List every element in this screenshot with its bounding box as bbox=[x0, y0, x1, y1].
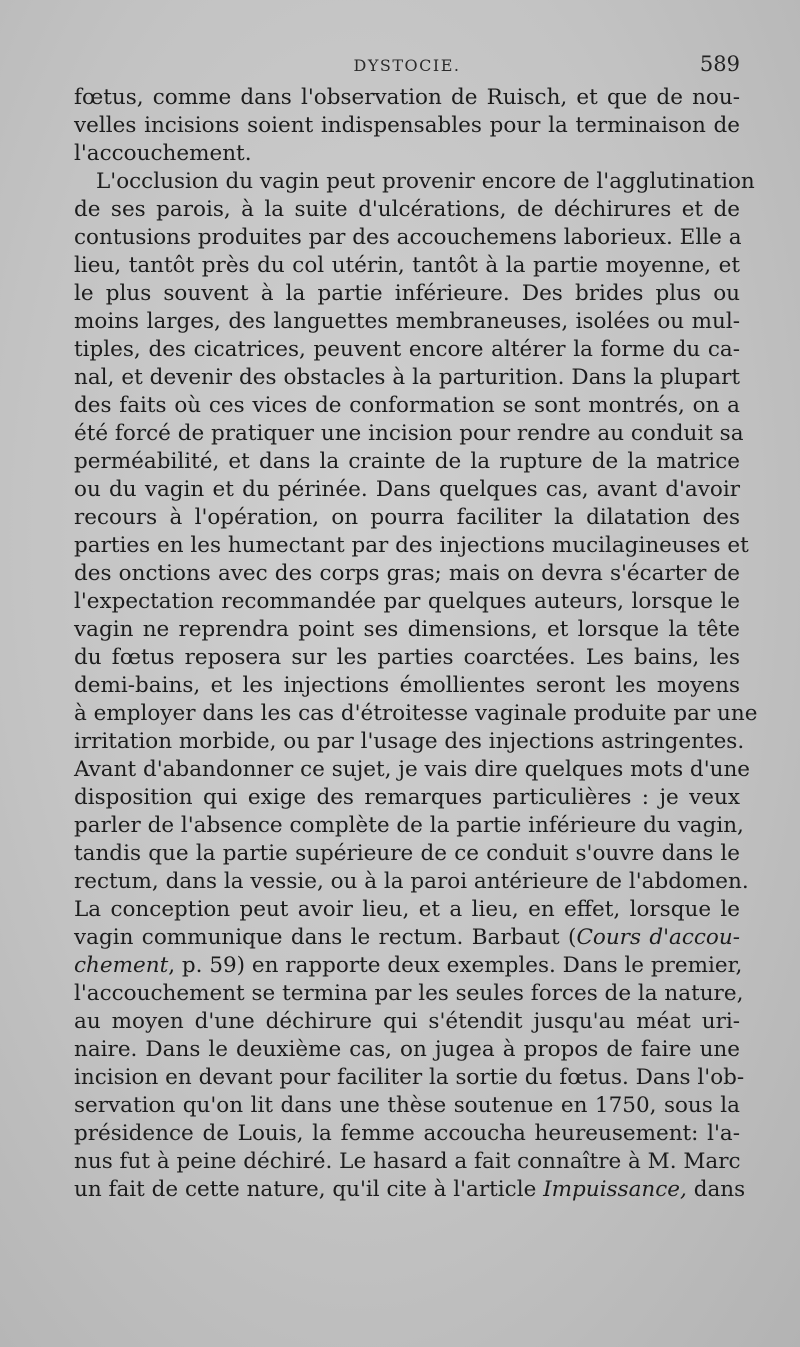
text-line: demi-bains, et les injections émollientes seront les moyens bbox=[74, 673, 740, 698]
text-line: La conception peut avoir lieu, et a lieu, en effet, lorsque le bbox=[74, 897, 740, 922]
text-line: nal, et devenir des obstacles à la parturition. Dans la plupart bbox=[74, 365, 740, 390]
text-line-with-citation bbox=[74, 952, 743, 980]
text-line: des faits où ces vices de conformation se sont montrés, on a bbox=[74, 393, 740, 418]
text-line: perméabilité, et dans la crainte de la rupture de la matrice bbox=[74, 449, 740, 474]
text-line-with-citation bbox=[74, 924, 740, 952]
text-line: contusions produites par des accouchemens laborieux. Elle a bbox=[74, 225, 742, 250]
text-line: nus fut à peine déchiré. Le hasard a fait connaître à M. Marc bbox=[74, 1149, 741, 1174]
text-line: l'expectation recommandée par quelques auteurs, lorsque le bbox=[74, 589, 740, 614]
text-line: velles incisions soient indispensables pour la terminaison de bbox=[74, 113, 740, 138]
italic-citation: Cours d'accou- bbox=[576, 925, 740, 950]
line-segment: un fait de cette nature, qu'il cite à l'article bbox=[74, 1177, 544, 1202]
text-line: vagin ne reprendra point ses dimensions, et lorsque la tête bbox=[74, 617, 740, 642]
text-line: disposition qui exige des remarques particulières : je veux bbox=[74, 785, 740, 810]
text-line: naire. Dans le deuxième cas, on jugea à propos de faire une bbox=[74, 1037, 740, 1062]
text-line: lieu, tantôt près du col utérin, tantôt à la partie moyenne, et bbox=[74, 253, 740, 278]
text-line: L'occlusion du vagin peut provenir encore de l'agglutination bbox=[96, 169, 755, 194]
text-line: à employer dans les cas d'étroitesse vaginale produite par une bbox=[74, 701, 758, 726]
line-segment: , p. 59) en rapporte deux exemples. Dans le premier, bbox=[168, 953, 743, 978]
text-line: incision en devant pour faciliter la sortie du fœtus. Dans l'ob- bbox=[74, 1065, 745, 1090]
text-line: rectum, dans la vessie, ou à la paroi antérieure de l'abdomen. bbox=[74, 869, 749, 894]
text-line: de ses parois, à la suite d'ulcérations, de déchirures et de bbox=[74, 197, 740, 222]
text-line: au moyen d'une déchirure qui s'étendit jusqu'au méat uri- bbox=[74, 1009, 740, 1034]
text-line: présidence de Louis, la femme accoucha heureusement: l'a- bbox=[74, 1121, 740, 1146]
text-line: Avant d'abandonner ce sujet, je vais dire quelques mots d'une bbox=[74, 757, 751, 782]
text-line: servation qu'on lit dans une thèse soutenue en 1750, sous la bbox=[74, 1093, 740, 1118]
text-line: l'accouchement se termina par les seules forces de la nature, bbox=[74, 981, 744, 1006]
text-line: recours à l'opération, on pourra faciliter la dilatation des bbox=[74, 505, 740, 530]
text-line-with-italic bbox=[74, 1176, 746, 1204]
page-header bbox=[74, 52, 740, 82]
text-line: tandis que la partie supérieure de ce conduit s'ouvre dans le bbox=[74, 841, 740, 866]
text-line: moins larges, des languettes membraneuses, isolées ou mul- bbox=[74, 309, 740, 334]
text-line: parties en les humectant par des injections mucilagineuses et bbox=[74, 533, 749, 558]
page-number: 589 bbox=[699, 52, 740, 76]
text-line: irritation morbide, ou par l'usage des injections astringentes. bbox=[74, 729, 745, 754]
text-line: ou du vagin et du périnée. Dans quelques cas, avant d'avoir bbox=[74, 477, 740, 502]
text-line: été forcé de pratiquer une incision pour rendre au conduit sa bbox=[74, 421, 744, 446]
text-line: l'accouchement. bbox=[74, 141, 252, 166]
text-line: des onctions avec des corps gras; mais on devra s'écarter de bbox=[74, 561, 740, 586]
body-text bbox=[74, 84, 758, 1204]
line-segment: dans bbox=[686, 1177, 746, 1202]
text-line: tiples, des cicatrices, peuvent encore altérer la forme du ca- bbox=[74, 337, 740, 362]
italic-citation-continued: chement bbox=[74, 953, 169, 978]
italic-term: Impuissance, bbox=[543, 1177, 687, 1202]
text-line: fœtus, comme dans l'observation de Ruisch, et que de nou- bbox=[74, 85, 740, 110]
running-head: DYSTOCIE. bbox=[353, 56, 461, 75]
text-line: du fœtus reposera sur les parties coarctées. Les bains, les bbox=[74, 645, 740, 670]
text-line: parler de l'absence complète de la partie inférieure du vagin, bbox=[74, 813, 744, 838]
text-line: le plus souvent à la partie inférieure. Des brides plus ou bbox=[74, 281, 740, 306]
line-segment: vagin communique dans le rectum. Barbaut ( bbox=[74, 925, 577, 950]
